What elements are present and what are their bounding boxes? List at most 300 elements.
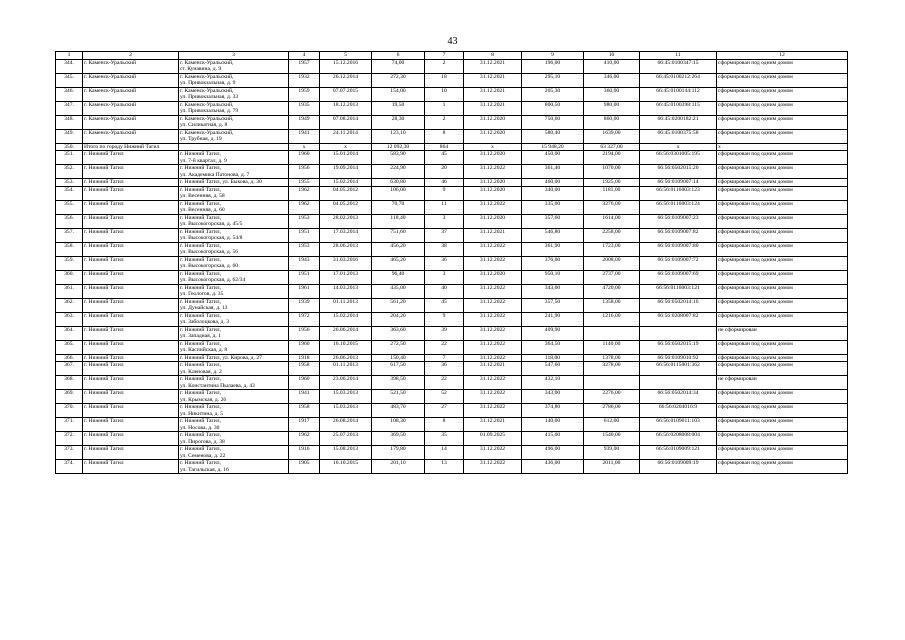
sum-cell: 196,00 — [522, 59, 584, 73]
year-cell: 1951 — [289, 228, 320, 242]
address-line-2: ул. Никитина, д. 5 — [180, 410, 224, 417]
deadline-cell: 31.12.2020 — [464, 151, 522, 165]
year-cell: 1962 — [289, 200, 320, 214]
deadline-cell: 31.12.2022 — [464, 354, 522, 362]
status-cell: сформирован под одним домом — [717, 390, 848, 404]
city-cell: г. Нижний Тагил — [83, 446, 179, 460]
sum2-cell: 939,00 — [584, 446, 640, 460]
table-row — [56, 151, 848, 165]
area-cell: 204,20 — [372, 312, 425, 326]
city-cell: г. Нижний Тагил — [83, 312, 179, 326]
deadline-cell: 31.12.2021 — [464, 362, 522, 376]
cadastral-cell: 66:56:0301005:195 — [640, 151, 717, 165]
count-cell: 2 — [425, 115, 464, 129]
status-cell: сформирован под одним домом — [717, 256, 848, 270]
status-cell: сформирован под одним домом — [717, 418, 848, 432]
year-cell: 1959 — [289, 87, 320, 101]
sum-cell: 335,00 — [522, 200, 584, 214]
cadastral-cell: 66:56:0109007:23 — [640, 214, 717, 228]
column-header: 1 — [56, 52, 83, 60]
year-cell: 1956 — [289, 165, 320, 179]
city-cell: г. Нижний Тагил — [83, 432, 179, 446]
sum2-cell: 410,00 — [584, 59, 640, 73]
date-cell: 19.09.2014 — [320, 165, 372, 179]
year-cell: 1917 — [289, 418, 320, 432]
status-cell: сформирован под одним домом — [717, 362, 848, 376]
sum2-cell: 1639,00 — [584, 129, 640, 143]
year-cell: x — [289, 143, 320, 151]
year-cell: 1935 — [289, 101, 320, 115]
sum-cell: 547,60 — [522, 362, 584, 376]
date-cell: 01.11.2013 — [320, 298, 372, 312]
sum-cell: 460,00 — [522, 179, 584, 187]
deadline-cell: 31.12.2022 — [464, 284, 522, 298]
column-header: 9 — [522, 52, 584, 60]
deadline-cell: 31.12.2022 — [464, 200, 522, 214]
sum-cell: 800,50 — [522, 101, 584, 115]
area-cell: 456,20 — [372, 242, 425, 256]
deadline-cell: 31.12.2022 — [464, 340, 522, 354]
year-cell: 1972 — [289, 312, 320, 326]
table-row — [56, 101, 848, 115]
cadastral-cell: 66:56:0116003:124 — [640, 200, 717, 214]
year-cell: 1960 — [289, 151, 320, 165]
count-cell: 2 — [425, 59, 464, 73]
status-cell: x — [717, 143, 848, 151]
area-cell: 272,30 — [372, 73, 425, 87]
column-header: 12 — [717, 52, 848, 60]
area-cell: 465,20 — [372, 256, 425, 270]
city-cell: г. Нижний Тагил — [83, 179, 179, 187]
deadline-cell: 31.12.2022 — [464, 165, 522, 179]
count-cell: 39 — [425, 326, 464, 340]
row-number: 356. — [56, 214, 83, 228]
sum2-cell: 4720,00 — [584, 284, 640, 298]
year-cell: 1918 — [289, 354, 320, 362]
housing-register-table — [55, 51, 848, 474]
sum-cell: 436,00 — [522, 460, 584, 474]
sum-cell: 432,10 — [522, 376, 584, 390]
date-cell: 26.06.2013 — [320, 354, 372, 362]
row-number: 351. — [56, 151, 83, 165]
address-cell — [179, 418, 289, 432]
row-number: 369. — [56, 390, 83, 404]
count-cell: 9 — [425, 186, 464, 200]
sum-cell: 118,00 — [522, 354, 584, 362]
address-line-2: ул. Весенняя, д. 60 — [180, 207, 225, 213]
table-row — [56, 87, 848, 101]
address-line-2: ул. Привокзальная, д. 9 — [180, 80, 236, 86]
address-line-1: г. Нижний Тагил, ул. Быкова, д. 30 — [180, 179, 262, 185]
area-cell: 272,50 — [372, 340, 425, 354]
count-cell: 13 — [425, 460, 464, 474]
date-cell: 18.12.2013 — [320, 101, 372, 115]
city-cell: г. Нижний Тагил — [83, 354, 179, 362]
sum-cell: 409,90 — [522, 326, 584, 340]
status-cell: сформирован под одним домом — [717, 214, 848, 228]
count-cell: 20 — [425, 165, 464, 179]
year-cell: 1932 — [289, 73, 320, 87]
address-line-1: г. Нижний Тагил, — [180, 404, 221, 410]
address-line-1: г. Нижний Тагил, — [180, 165, 221, 171]
row-number: 367. — [56, 362, 83, 376]
address-line-1: г. Нижний Тагил, ул. Кирова, д. 27 — [180, 354, 262, 361]
status-cell: сформирован под одним домом — [717, 432, 848, 446]
sum-cell: 15 948,20 — [522, 143, 584, 151]
cadastral-cell — [640, 326, 717, 340]
city-cell: г. Нижний Тагил — [83, 390, 179, 404]
city-cell: г. Каменск-Уральский — [83, 87, 179, 101]
cadastral-cell: 66:56:0116003:123 — [640, 186, 717, 200]
sum2-cell: 3276,00 — [584, 200, 640, 214]
date-cell: 15.12.2016 — [320, 59, 372, 73]
deadline-cell: 31.12.2022 — [464, 242, 522, 256]
area-cell: 224,90 — [372, 165, 425, 179]
city-cell: г. Каменск-Уральский — [83, 59, 179, 73]
address-line-2: ул. Привокзальная, д. 79 — [180, 108, 239, 114]
page-number: 43 — [447, 36, 458, 47]
cadastral-cell: 66:56:0109007:80 — [640, 242, 717, 256]
address-line-2: ул. Высокогорская, д. 45/5 — [180, 221, 243, 227]
table-row — [56, 59, 848, 73]
deadline-cell: 31.12.2020 — [464, 179, 522, 187]
deadline-cell: 31.12.2022 — [464, 326, 522, 340]
year-cell: 1939 — [289, 298, 320, 312]
city-cell: г. Нижний Тагил — [83, 326, 179, 340]
sum-cell: 357,60 — [522, 214, 584, 228]
year-cell: 1951 — [289, 270, 320, 284]
address-line-2: ул. Каспийская, д. 8 — [180, 347, 228, 353]
address-cell — [179, 242, 289, 256]
year-cell: 1958 — [289, 362, 320, 376]
cadastral-cell: 66:56:0204016:9 — [640, 404, 717, 418]
address-line-1: г. Нижний Тагил, — [180, 214, 221, 221]
sum2-cell: 1723,00 — [584, 242, 640, 256]
address-line-2: ул. Высокогорская, д. 62/34 — [180, 277, 246, 283]
column-header: 11 — [640, 52, 717, 60]
cadastral-cell: 66:56:0502014:16 — [640, 298, 717, 312]
count-cell: 38 — [425, 242, 464, 256]
row-number: 349. — [56, 129, 83, 143]
row-number: 366. — [56, 354, 83, 362]
table-row — [56, 390, 848, 404]
sum-cell: 343,00 — [522, 284, 584, 298]
city-cell: г. Каменск-Уральский — [83, 115, 179, 129]
sum2-cell: 1358,00 — [584, 298, 640, 312]
date-cell: 25.07.2013 — [320, 432, 372, 446]
deadline-cell: 31.12.2022 — [464, 312, 522, 326]
cadastral-cell: 66:45:0100398:115 — [640, 101, 717, 115]
date-cell: 28.02.2013 — [320, 214, 372, 228]
sum2-cell: 612,00 — [584, 418, 640, 432]
status-cell: сформирован под одним домом — [717, 165, 848, 179]
address-line-1: г. Нижний Тагил, — [180, 186, 221, 193]
address-line-1: г. Каменск-Уральский, — [180, 129, 234, 136]
address-line-1: г. Нижний Тагил, — [180, 242, 221, 249]
address-line-1: г. Нижний Тагил, — [180, 284, 221, 291]
year-cell: 1916 — [289, 446, 320, 460]
deadline-cell: 31.12.2022 — [464, 256, 522, 270]
address-line-1: г. Нижний Тагил, — [180, 256, 221, 263]
date-cell: 17.03.2014 — [320, 228, 372, 242]
count-cell: 36 — [425, 362, 464, 376]
date-cell: 15.08.2013 — [320, 446, 372, 460]
row-number: 344. — [56, 59, 83, 73]
row-number: 345. — [56, 73, 83, 87]
status-cell: сформирован под одним домом — [717, 270, 848, 284]
cadastral-cell: 66:45:0100375:58 — [640, 129, 717, 143]
row-number: 360. — [56, 270, 83, 284]
count-cell: 1 — [425, 101, 464, 115]
status-cell: сформирован под одним домом — [717, 242, 848, 256]
cadastral-cell: 66:56:0109007:82 — [640, 228, 717, 242]
area-cell: 74,00 — [372, 59, 425, 73]
count-cell: 45 — [425, 151, 464, 165]
status-cell: сформирован под одним домом — [717, 87, 848, 101]
address-line-2: ул. Кленовая, д. 2 — [180, 368, 222, 375]
date-cell: 24.11.2014 — [320, 129, 372, 143]
date-cell: 16.10.2015 — [320, 460, 372, 474]
sum-cell: 295,10 — [522, 73, 584, 87]
year-cell: 1943 — [289, 256, 320, 270]
date-cell: 28.06.2013 — [320, 242, 372, 256]
area-cell: 96,40 — [372, 270, 425, 284]
address-cell — [179, 256, 289, 270]
address-line-2: ул. Трубная, д. 19 — [180, 136, 222, 142]
sum-cell: 496,00 — [522, 446, 584, 460]
sum2-cell: 2258,00 — [584, 228, 640, 242]
address-line-2: ул. Высокогорская, д. 60 — [180, 263, 239, 269]
address-line-2: ул. Крымская, д. 26 — [180, 396, 227, 403]
area-cell: 483,70 — [372, 404, 425, 418]
status-cell: сформирован под одним домом — [717, 228, 848, 242]
area-cell: 617,50 — [372, 362, 425, 376]
table-row — [56, 354, 848, 362]
date-cell: 17.01.2013 — [320, 270, 372, 284]
address-line-1: г. Нижний Тагил, — [180, 376, 221, 382]
address-cell — [179, 228, 289, 242]
city-cell: г. Нижний Тагил — [83, 362, 179, 376]
address-line-1: г. Каменск-Уральский, — [180, 73, 234, 80]
date-cell: 01.11.2013 — [320, 362, 372, 376]
year-cell: 1960 — [289, 376, 320, 390]
deadline-cell: 31.12.2022 — [464, 298, 522, 312]
address-line-1: г. Нижний Тагил, — [180, 432, 221, 438]
address-cell — [179, 362, 289, 376]
status-cell: сформирован под одним домом — [717, 340, 848, 354]
city-cell: г. Нижний Тагил — [83, 460, 179, 474]
area-cell: 150,40 — [372, 354, 425, 362]
sum-cell: 374,80 — [522, 404, 584, 418]
date-cell: 26.12.2014 — [320, 73, 372, 87]
address-line-2: ул. Заболоцкова, д. 3 — [180, 319, 230, 325]
area-cell: 583,90 — [372, 151, 425, 165]
count-cell: 3 — [425, 214, 464, 228]
address-cell — [179, 312, 289, 326]
count-cell: 7 — [425, 354, 464, 362]
area-cell: 630,80 — [372, 179, 425, 187]
city-cell: г. Нижний Тагил — [83, 151, 179, 165]
sum-cell: 241,90 — [522, 312, 584, 326]
address-cell — [179, 143, 289, 151]
address-line-1: г. Нижний Тагил, — [180, 326, 221, 333]
city-cell: г. Нижний Тагил — [83, 376, 179, 390]
deadline-cell: 31.12.2020 — [464, 115, 522, 129]
area-cell: 106,00 — [372, 186, 425, 200]
table-row — [56, 214, 848, 228]
table-row — [56, 200, 848, 214]
address-line-1: г. Нижний Тагил, — [180, 460, 221, 466]
date-cell: 16.10.2015 — [320, 340, 372, 354]
area-cell: 363,60 — [372, 326, 425, 340]
city-cell: г. Нижний Тагил — [83, 256, 179, 270]
status-cell: сформирован под одним домом — [717, 446, 848, 460]
sum-cell: 361,40 — [522, 165, 584, 179]
count-cell: 40 — [425, 284, 464, 298]
date-cell: 07.08.2014 — [320, 115, 372, 129]
address-line-1: г. Нижний Тагил, — [180, 418, 221, 424]
address-line-1: г. Нижний Тагил, — [180, 390, 221, 396]
area-cell: 561,20 — [372, 298, 425, 312]
date-cell: 26.08.2014 — [320, 418, 372, 432]
sum2-cell: 1140,00 — [584, 340, 640, 354]
address-line-2: ул. Привокзальная, д. 33 — [180, 94, 239, 100]
sum-cell: 343,00 — [522, 390, 584, 404]
sum2-cell: 2737,00 — [584, 270, 640, 284]
address-line-2: ул. Пирогова, д. 38 — [180, 438, 225, 445]
address-line-2: ул. Весенняя, д. 58 — [180, 193, 225, 199]
address-line-2: ул. Геологов, д. 35 — [180, 291, 224, 297]
city-cell: г. Нижний Тагил — [83, 200, 179, 214]
deadline-cell: 31.12.2022 — [464, 404, 522, 418]
cadastral-cell: 66:56:0502015:20 — [640, 165, 717, 179]
count-cell: 37 — [425, 228, 464, 242]
address-cell — [179, 73, 289, 87]
cadastral-cell: 66:56:0109010:92 — [640, 354, 717, 362]
address-line-2: ул. Высокогорская, д. 54/8 — [180, 235, 243, 241]
row-number: 353. — [56, 179, 83, 187]
address-line-2: ул. Западная, д. 1 — [180, 333, 221, 339]
cadastral-cell — [640, 376, 717, 390]
row-number: 352. — [56, 165, 83, 179]
sum2-cell: 63 327,00 — [584, 143, 640, 151]
city-cell: г. Каменск-Уральский — [83, 129, 179, 143]
row-number: 359. — [56, 256, 83, 270]
row-number: 364. — [56, 326, 83, 340]
status-cell: сформирован под одним домом — [717, 186, 848, 200]
count-cell: 22 — [425, 376, 464, 390]
table-row — [56, 446, 848, 460]
area-cell: 19,50 — [372, 101, 425, 115]
address-cell — [179, 460, 289, 474]
cadastral-cell: 66:56:0109007:14 — [640, 179, 717, 187]
area-cell: 28,30 — [372, 115, 425, 129]
year-cell: 1960 — [289, 340, 320, 354]
area-cell: 108,30 — [372, 418, 425, 432]
column-number-row — [56, 52, 848, 60]
sum-cell: 364,50 — [522, 340, 584, 354]
table-row — [56, 312, 848, 326]
address-line-1: г. Каменск-Уральский, — [180, 87, 234, 94]
cadastral-cell: 66:56:0502014:34 — [640, 390, 717, 404]
sum2-cell: 1216,00 — [584, 312, 640, 326]
deadline-cell: 31.12.2021 — [464, 101, 522, 115]
table-row — [56, 460, 848, 474]
address-line-1: г. Нижний Тагил, — [180, 228, 221, 235]
column-header: 8 — [464, 52, 522, 60]
status-cell: не сформирован — [717, 326, 848, 340]
sum2-cell: 1070,00 — [584, 165, 640, 179]
deadline-cell: 31.12.2020 — [464, 270, 522, 284]
row-number: 362. — [56, 298, 83, 312]
status-cell: сформирован под одним домом — [717, 179, 848, 187]
status-cell: сформирован под одним домом — [717, 284, 848, 298]
address-line-1: г. Нижний Тагил, — [180, 298, 221, 305]
cadastral-cell: 66:56:0208008:004 — [640, 432, 717, 446]
table-row — [56, 376, 848, 390]
address-line-2: ул. Дунайская, д. 13 — [180, 305, 228, 311]
deadline-cell: 31.12.2021 — [464, 73, 522, 87]
address-line-2: ул. Академика Патонова, д. 7 — [180, 171, 250, 178]
sum2-cell: 2011,00 — [584, 460, 640, 474]
status-cell: сформирован под одним домом — [717, 404, 848, 418]
address-line-2: ул. Носова, д. 30 — [180, 424, 220, 431]
table-row — [56, 284, 848, 298]
address-line-1: г. Нижний Тагил, — [180, 312, 221, 319]
city-cell: г. Каменск-Уральский — [83, 73, 179, 87]
count-cell: 18 — [425, 73, 464, 87]
table-row — [56, 270, 848, 284]
status-cell: сформирован под одним домом — [717, 129, 848, 143]
area-cell: 369,50 — [372, 432, 425, 446]
area-cell: 398,50 — [372, 376, 425, 390]
address-line-2: ул. Семенова, д. 22 — [180, 452, 226, 459]
address-line-1: г. Каменск-Уральский, — [180, 101, 234, 108]
status-cell: не сформирован — [717, 376, 848, 390]
address-line-1: г. Нижний Тагил, — [180, 151, 221, 157]
deadline-cell: 31.12.2022 — [464, 390, 522, 404]
year-cell: 1905 — [289, 460, 320, 474]
sum-cell: 357,50 — [522, 298, 584, 312]
city-cell: г. Нижний Тагил — [83, 404, 179, 418]
cadastral-cell: 66:56:0208007:82 — [640, 312, 717, 326]
area-cell: 521,50 — [372, 390, 425, 404]
count-cell: 14 — [425, 446, 464, 460]
row-number: 363. — [56, 312, 83, 326]
deadline-cell: x — [464, 143, 522, 151]
deadline-cell: 31.12.2020 — [464, 129, 522, 143]
row-number: 370. — [56, 404, 83, 418]
address-cell — [179, 214, 289, 228]
sum2-cell: 360,00 — [584, 87, 640, 101]
column-header: 5 — [320, 52, 372, 60]
address-cell — [179, 376, 289, 390]
row-number: 348. — [56, 115, 83, 129]
area-cell: 123,10 — [372, 129, 425, 143]
address-cell — [179, 284, 289, 298]
column-header: 4 — [289, 52, 320, 60]
sum-cell: 750,60 — [522, 115, 584, 129]
address-cell — [179, 115, 289, 129]
status-cell: сформирован под одним домом — [717, 101, 848, 115]
address-cell — [179, 59, 289, 73]
address-cell — [179, 151, 289, 165]
count-cell: 27 — [425, 404, 464, 418]
count-cell: 9 — [425, 312, 464, 326]
city-cell: г. Нижний Тагил — [83, 418, 179, 432]
year-cell: 1962 — [289, 186, 320, 200]
area-cell: 70,70 — [372, 200, 425, 214]
